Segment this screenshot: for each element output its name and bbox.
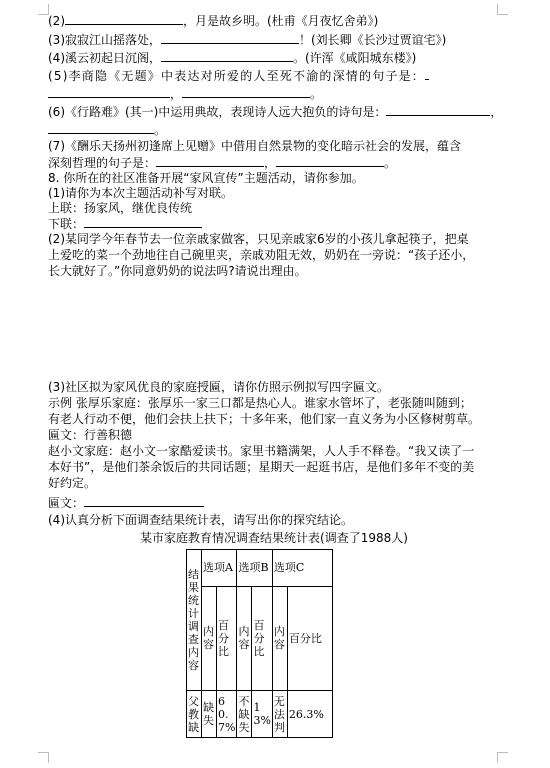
- question-text: 。(许浑《咸阳城东楼》): [293, 51, 417, 65]
- question-text: 上爱吃的菜一个劲地往自己碗里夹，亲戚劝阻无效，奶奶在一旁说：“孩子还小，: [48, 248, 475, 262]
- question-text: 。: [154, 123, 167, 137]
- table-row: [187, 691, 333, 738]
- question-text: 好约定。: [48, 476, 97, 490]
- question-text: (5)李商隐《无题》中表达对所爱的人至死不渝的深情的句子是：: [48, 69, 426, 83]
- question-line: [48, 122, 500, 138]
- question-line: [48, 68, 500, 84]
- answer-blank[interactable]: [182, 86, 310, 98]
- question-number: (2): [48, 14, 65, 28]
- question-line: [48, 139, 500, 154]
- question-text: ！(刘长卿《长沙过贾谊宅》): [299, 33, 447, 47]
- couplet-second-line: [48, 216, 500, 232]
- plaque-label: 匾文：: [48, 496, 85, 510]
- answer-blank[interactable]: [84, 495, 204, 507]
- table-cell-item: 父教缺: [187, 691, 202, 738]
- question-text: 长大就好了。”你同意奶奶的说法吗?请说出理由。: [48, 264, 307, 278]
- sub-header-content: 内容: [272, 586, 287, 690]
- answer-blank[interactable]: [161, 50, 293, 62]
- table-cell: 26.3%: [287, 691, 332, 738]
- option-c-header: 选项C: [272, 550, 332, 587]
- sub-header-content: 内容: [237, 586, 252, 690]
- example-text: 有老人行动不便，他们会扶上扶下；十多年来，他们家一直义务为小区修树剪草。: [48, 412, 481, 426]
- answer-blank[interactable]: [48, 122, 154, 134]
- table-caption: 某市家庭教育情况调查结果统计表(调查了1988人): [140, 531, 408, 545]
- table-cell: 缺失: [202, 691, 217, 738]
- option-a-header: 选项A: [202, 550, 237, 587]
- question-text: 本好书”，是他们茶余饭后的共同话题；星期天一起逛书店，是他们多年不变的美: [48, 460, 475, 474]
- sub-question: (1)请你为本次主题活动补写对联。: [48, 186, 233, 200]
- couplet-first-line: 上联：扬家风，继优良传统: [48, 201, 193, 215]
- question-line: ， 。: [48, 86, 500, 102]
- question-text: (6)《行路难》(其一)中运用典故，表现诗人远大抱负的诗句是：: [48, 105, 387, 119]
- answer-blank[interactable]: [386, 104, 490, 116]
- question-text: 赵小文家庭：赵小文一家酷爱读书。家里书籍满架，人人手不释卷。“我又读了一: [48, 444, 475, 458]
- answer-blank[interactable]: [161, 32, 299, 44]
- question-text: 。: [384, 156, 397, 170]
- question-text: ，月是故乡明。(杜甫《月夜忆舍弟》): [183, 14, 379, 28]
- table-cell: 60.7%: [217, 691, 237, 738]
- answer-blank[interactable]: [276, 155, 384, 167]
- question-line: (6)《行路难》(其一)中运用典故，表现诗人远大抱负的诗句是： ，: [48, 105, 503, 119]
- row-header-cell: 结果统计调查内容: [187, 550, 202, 691]
- plaque-answer-line: [48, 495, 500, 511]
- answer-blank[interactable]: [48, 86, 170, 98]
- question-line: [48, 32, 500, 48]
- sub-header-percent: 百分比: [217, 586, 237, 690]
- answer-blank[interactable]: [65, 13, 183, 25]
- question-text: 深刻哲理的句子是：: [48, 156, 157, 170]
- couplet-label: 下联：: [48, 217, 85, 231]
- option-b-header: 选项B: [237, 550, 272, 587]
- table-cell: 13%: [252, 691, 272, 738]
- sub-header-percent: 百分比: [287, 586, 332, 690]
- sub-question: (2)某同学今年春节去一位亲戚家做客，只见亲戚家6岁的小孩儿拿起筷子，把桌: [48, 232, 469, 246]
- question-text: 。: [310, 87, 323, 101]
- question-line: [48, 155, 500, 171]
- answer-blank[interactable]: [84, 216, 202, 228]
- page-corner-mark: [497, 752, 508, 763]
- question-text: (4)溪云初起日沉阁，: [48, 51, 161, 65]
- sub-header-percent: 百分比: [252, 586, 272, 690]
- table-cell: 不缺失: [237, 691, 252, 738]
- sub-question: (3)社区拟为家风优良的家庭授匾，请你仿照示例拟写四字匾文。: [48, 380, 390, 394]
- question-heading: 8. 你所在的社区准备开展“家风宣传”主题活动，请你参加。: [48, 171, 364, 185]
- question-text: (3)寂寂江山摇落处，: [48, 33, 161, 47]
- sub-header-content: 内容: [202, 586, 217, 690]
- example-text: 示例 张厚乐家庭：张厚乐一家三口都是热心人。谁家水管坏了，老张随叫随到；: [48, 396, 472, 410]
- answer-blank[interactable]: [156, 155, 264, 167]
- survey-table: [186, 549, 333, 738]
- question-text: ，: [264, 156, 277, 170]
- question-text: (7)《酬乐天扬州初逢席上见赠》中借用自然景物的变化暗示社会的发展，蕴含: [48, 139, 462, 153]
- example-plaque-text: 匾文：行善积德: [48, 428, 133, 442]
- table-cell: 无法判: [272, 691, 287, 738]
- answer-blank[interactable]: [425, 68, 429, 80]
- question-line: [48, 13, 500, 29]
- page-corner-mark: [38, 752, 49, 763]
- sub-question: (4)认真分析下面调查结果统计表，请写出你的探究结论。: [48, 513, 354, 527]
- question-line: [48, 50, 500, 66]
